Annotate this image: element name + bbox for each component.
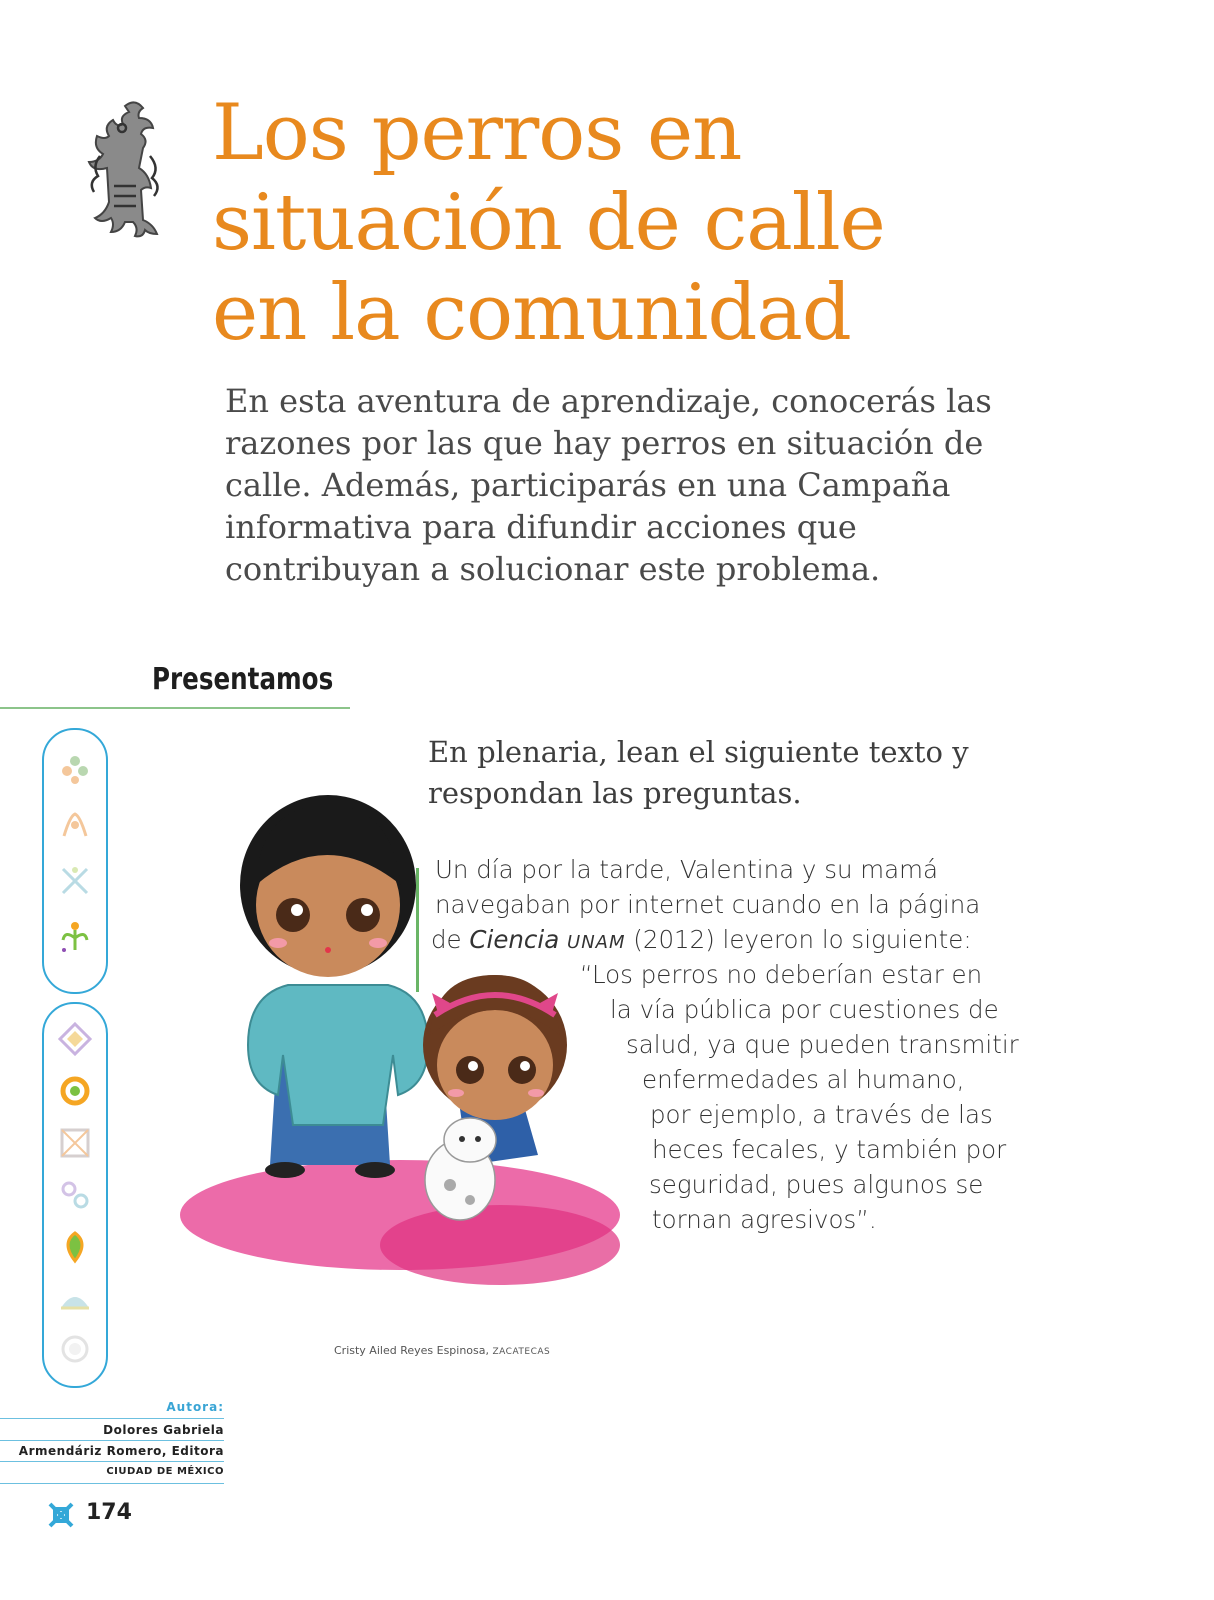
story-italic: Ciencia bbox=[469, 925, 560, 954]
author-name-line-2: Armendáriz Romero, Editora bbox=[18, 1444, 224, 1458]
quote-line: por ejemplo, a través de las bbox=[650, 1100, 993, 1129]
crossed-figures-icon bbox=[58, 864, 92, 898]
knot-logo-icon bbox=[46, 1500, 76, 1530]
illustration-mother-daughter-puppy bbox=[170, 745, 640, 1305]
story-bar bbox=[416, 868, 419, 992]
author-rule bbox=[0, 1418, 224, 1419]
leaf-bud-icon bbox=[58, 1230, 92, 1264]
title-line-1: Los perros en bbox=[212, 88, 742, 178]
square-pattern-icon bbox=[58, 1126, 92, 1160]
flower-dots-icon bbox=[58, 752, 92, 786]
diamond-icon bbox=[58, 1022, 92, 1056]
quote-line: la vía pública por cuestiones de bbox=[610, 995, 999, 1024]
section-divider bbox=[0, 707, 350, 709]
title-line-2: situación de calle bbox=[212, 178, 885, 268]
orange-ring-icon bbox=[58, 1074, 92, 1108]
intro-line: informativa para difundir acciones que bbox=[225, 508, 857, 546]
intro-line: contribuyan a solucionar este problema. bbox=[225, 550, 881, 588]
illustration-credit bbox=[334, 1344, 550, 1357]
intro-paragraph bbox=[225, 380, 1125, 590]
hill-icon bbox=[58, 1282, 92, 1316]
credit-name: Cristy Ailed Reyes Espinosa, bbox=[334, 1344, 490, 1357]
story-line bbox=[431, 922, 972, 960]
quote-line: heces fecales, y también por bbox=[652, 1135, 1007, 1164]
instruction-line: En plenaria, lean el siguiente texto y bbox=[428, 735, 969, 769]
title-line-3: en la comunidad bbox=[212, 268, 851, 358]
author-name-line-1: Dolores Gabriela bbox=[103, 1423, 224, 1437]
story-line: navegaban por internet cuando en la página bbox=[435, 890, 981, 919]
quote-line: seguridad, pues algunos se bbox=[649, 1170, 984, 1199]
credit-place: ZACATECAS bbox=[492, 1347, 551, 1357]
circle-icon bbox=[58, 1332, 92, 1366]
author-location: CIUDAD DE MÉXICO bbox=[106, 1466, 224, 1477]
quote-line: enfermedades al humano, bbox=[642, 1065, 965, 1094]
field-icons-group-2 bbox=[42, 1002, 108, 1388]
story-line: Un día por la tarde, Valentina y su mamá bbox=[435, 855, 939, 884]
chain-icon bbox=[58, 1178, 92, 1212]
intro-line: razones por las que hay perros en situación de bbox=[225, 424, 984, 462]
story-text: de bbox=[431, 925, 470, 954]
field-icons-group-1 bbox=[42, 728, 108, 994]
quote-line: tornan agresivos”. bbox=[652, 1205, 877, 1234]
section-title: Presentamos bbox=[152, 662, 334, 697]
instruction-line: respondan las preguntas. bbox=[428, 776, 802, 810]
page-number: 174 bbox=[86, 1500, 132, 1525]
author-rule bbox=[0, 1440, 224, 1441]
sprout-figure-icon bbox=[58, 920, 92, 954]
author-rule bbox=[0, 1483, 224, 1484]
author-rule bbox=[0, 1461, 224, 1462]
quote-line: “Los perros no deberían estar en bbox=[580, 960, 983, 989]
intro-line: En esta aventura de aprendizaje, conocerás las bbox=[225, 382, 992, 420]
spiral-figures-icon bbox=[58, 808, 92, 842]
page-title bbox=[212, 88, 1112, 358]
author-label: Autora: bbox=[166, 1400, 224, 1414]
quote-line: salud, ya que pueden transmitir bbox=[626, 1030, 1019, 1059]
intro-line: calle. Además, participarás en una Campaña bbox=[225, 466, 951, 504]
story-text: (2012) leyeron lo siguiente: bbox=[625, 925, 972, 954]
mascot-icon bbox=[70, 96, 180, 252]
story-smallcaps: UNAM bbox=[567, 932, 626, 953]
